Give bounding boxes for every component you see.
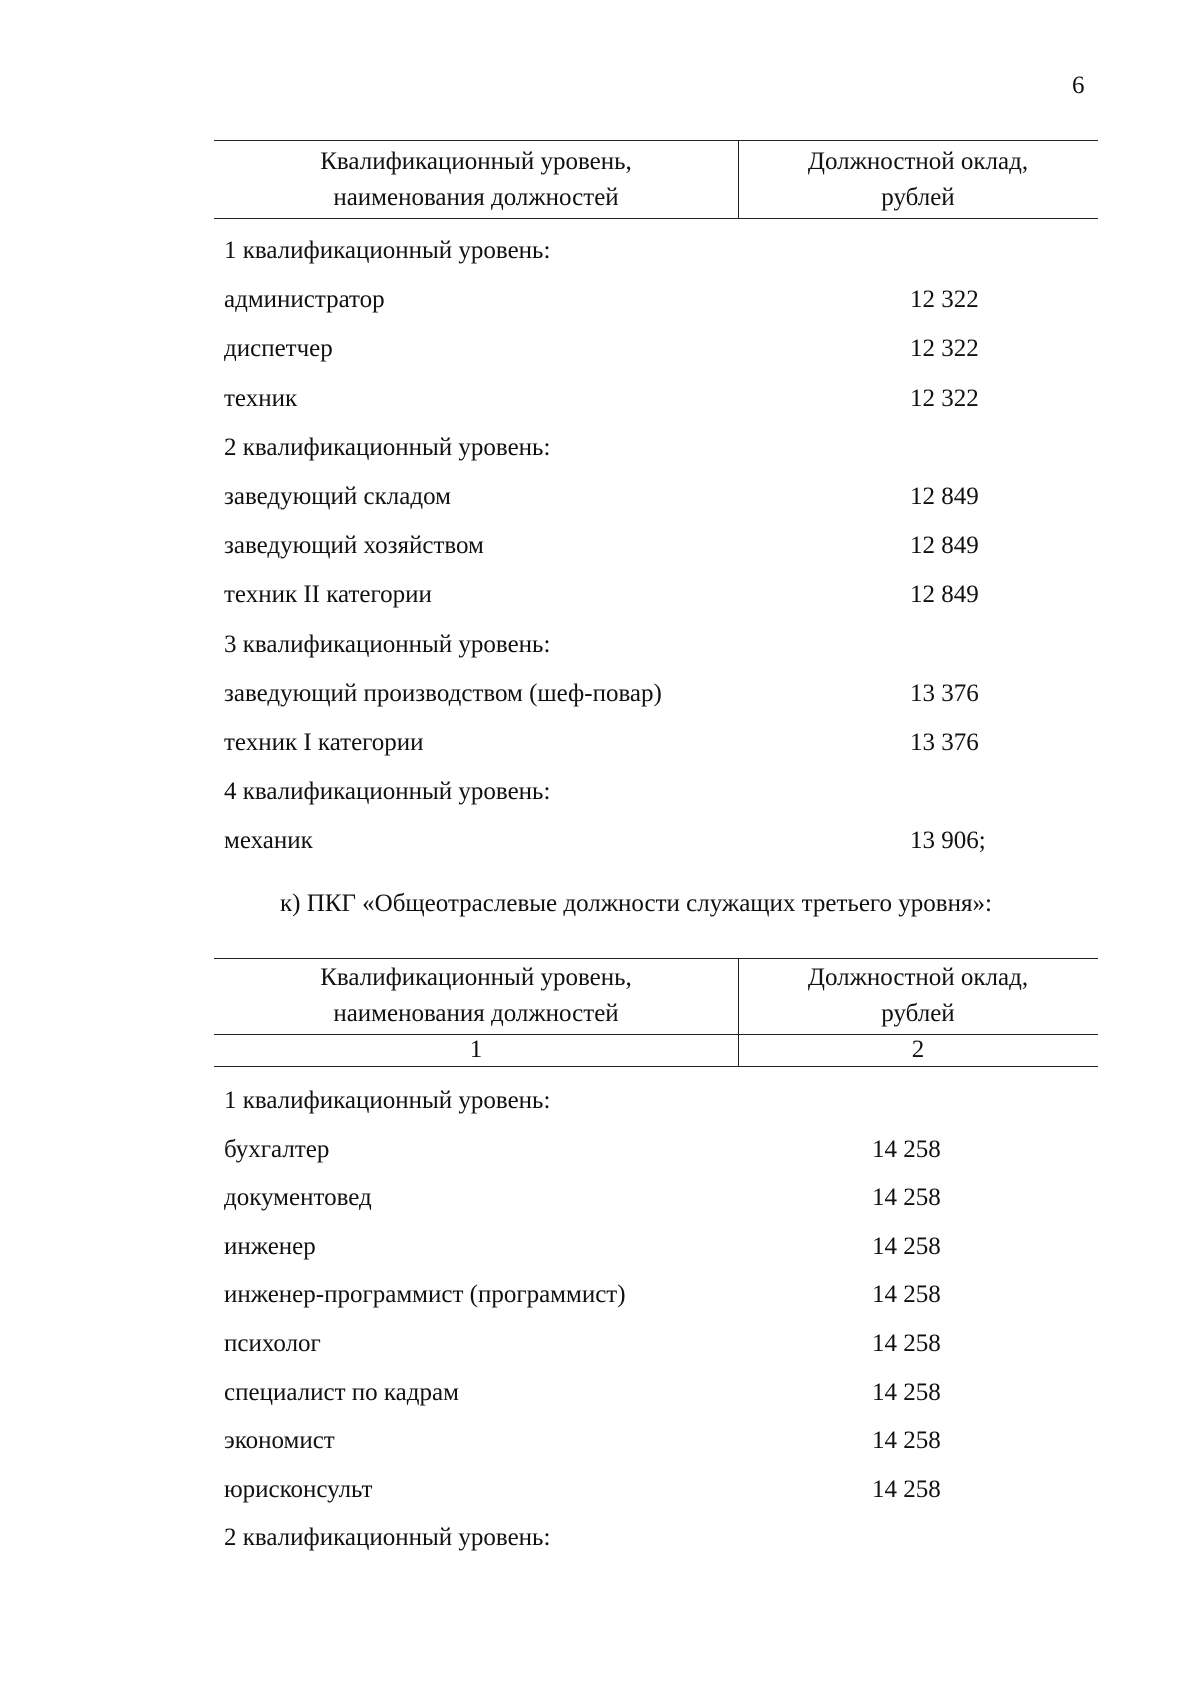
table-row [0,381,1200,417]
table-row [0,331,1200,367]
salary-value: 12 322 [910,286,979,314]
table1-header-bottom-rule [214,218,1098,219]
table-row [0,1375,1200,1411]
table-row [0,1277,1200,1313]
position-name: диспетчер [224,335,333,363]
table1-header-top-rule [214,140,1098,141]
table-row [0,528,1200,564]
table2-col2-number: 2 [911,1036,925,1063]
table1-col2-header-line1: Должностной оклад, [807,148,1029,175]
table2-header-top-rule [214,958,1098,959]
salary-value: 12 322 [910,335,979,363]
table-row [0,1132,1200,1168]
position-name: заведующий хозяйством [224,532,484,560]
qualification-level-label: 2 квалификационный уровень: [224,1524,551,1552]
table-row [0,282,1200,318]
table-row [0,577,1200,613]
table-row [0,1472,1200,1508]
position-name: экономист [224,1427,335,1455]
salary-value: 14 258 [872,1330,941,1357]
salary-value: 14 258 [872,1281,941,1309]
table2-header [214,958,1098,1070]
position-name: психолог [224,1330,321,1357]
table1-col1-header-line1: Квалификационный уровень, [320,148,632,175]
salary-value: 14 258 [872,1475,941,1503]
salary-value: 12 322 [910,384,979,412]
level-heading-row [0,233,1200,269]
position-name: заведующий складом [224,483,451,510]
qualification-level-label: 2 квалификационный уровень: [224,433,551,461]
salary-value: 14 258 [872,1184,941,1212]
table2-col2-header-line1: Должностной оклад, [807,964,1029,991]
table2-col1-header-line2: наименования должностей [333,1000,619,1027]
salary-value: 12 849 [910,532,979,560]
qualification-level-label: 3 квалификационный уровень: [224,630,551,658]
table2-col2-header-line2: рублей [881,1000,955,1027]
table-row [0,1229,1200,1265]
salary-value: 14 258 [872,1232,941,1260]
salary-value: 13 906; [910,827,986,855]
position-name: инженер [224,1232,316,1260]
table1-col2-header-line2: рублей [881,184,955,211]
position-name: юрисконсульт [224,1475,373,1503]
position-name: документовед [224,1184,372,1212]
salary-value: 12 849 [910,581,979,609]
table-row [0,479,1200,515]
salary-value: 12 849 [910,483,979,510]
level-heading-row [0,627,1200,663]
table-row [0,725,1200,761]
position-name: техник I категории [224,729,424,756]
table-row [0,1180,1200,1216]
position-name: инженер-программист (программист) [224,1281,626,1309]
qualification-level-label: 4 квалификационный уровень: [224,778,551,806]
qualification-level-label: 1 квалификационный уровень: [224,1087,551,1114]
position-name: техник [224,384,298,412]
salary-value: 14 258 [872,1135,941,1163]
position-name: администратор [224,286,385,314]
position-name: механик [224,827,313,855]
salary-value: 13 376 [910,679,979,707]
position-name: специалист по кадрам [224,1378,459,1406]
position-name: бухгалтер [224,1135,330,1163]
qualification-level-label: 1 квалификационный уровень: [224,237,551,264]
salary-value: 14 258 [872,1427,941,1455]
table-row [0,676,1200,712]
salary-value: 13 376 [910,729,979,756]
table1-col1-header-line2: наименования должностей [333,184,619,211]
level-heading-row [0,430,1200,466]
table2-col1-number: 1 [469,1036,483,1063]
table1-header [214,140,1098,220]
section-caption: к) ПКГ «Общеотраслевые должности служащих третьего уровня»: [280,890,992,917]
level-heading-row [0,1520,1200,1556]
salary-value: 14 258 [872,1378,941,1406]
table-row [0,1423,1200,1459]
position-name: техник II категории [224,581,432,609]
level-heading-row [0,774,1200,810]
position-name: заведующий производством (шеф-повар) [224,679,662,707]
page-number: 6 [1072,72,1085,99]
level-heading-row [0,1083,1200,1119]
table2-col1-header-line1: Квалификационный уровень, [320,964,632,991]
table-row [0,1326,1200,1362]
table-row [0,823,1200,859]
